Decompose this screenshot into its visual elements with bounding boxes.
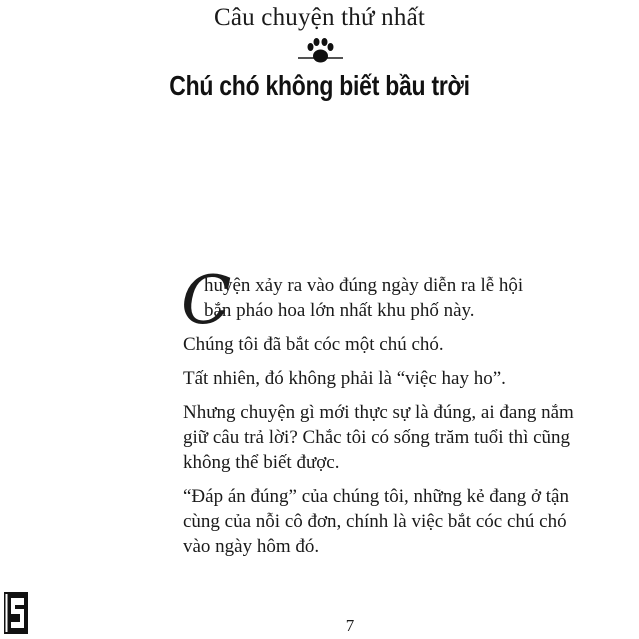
paragraph-1-second-line: bắn pháo hoa lớn nhất khu phố này. xyxy=(204,300,475,321)
paragraph-2: Chúng tôi đã bắt cóc một chú chó. xyxy=(183,334,444,355)
paragraph-1-first-line: huyện xảy ra vào đúng ngày diễn ra lễ hội xyxy=(204,275,524,296)
paragraph-1 xyxy=(181,262,583,339)
paragraph-5: “Đáp án đúng” của chúng tôi, những kẻ đang ở tận cùng của nỗi cô đơn, chính là việc bắt cóc chú chó vào ngày hôm đó. xyxy=(183,486,569,557)
chapter-label: Câu chuyện thứ nhất xyxy=(213,4,426,31)
paragraph-4: Nhưng chuyện gì mới thực sự là đúng, ai đang nắm giữ câu trả lời? Chắc tôi có sống trăm tuổi thì cũng không thể biết được. xyxy=(183,402,574,473)
drop-cap: C xyxy=(181,262,232,339)
paw-print-icon xyxy=(0,32,639,68)
chapter-title: Chú chó không biết bầu trời xyxy=(169,70,470,101)
paragraph-3: Tất nhiên, đó không phải là “việc hay ho”. xyxy=(183,368,506,389)
page-number: 7 xyxy=(345,616,355,635)
story-text xyxy=(181,262,583,568)
